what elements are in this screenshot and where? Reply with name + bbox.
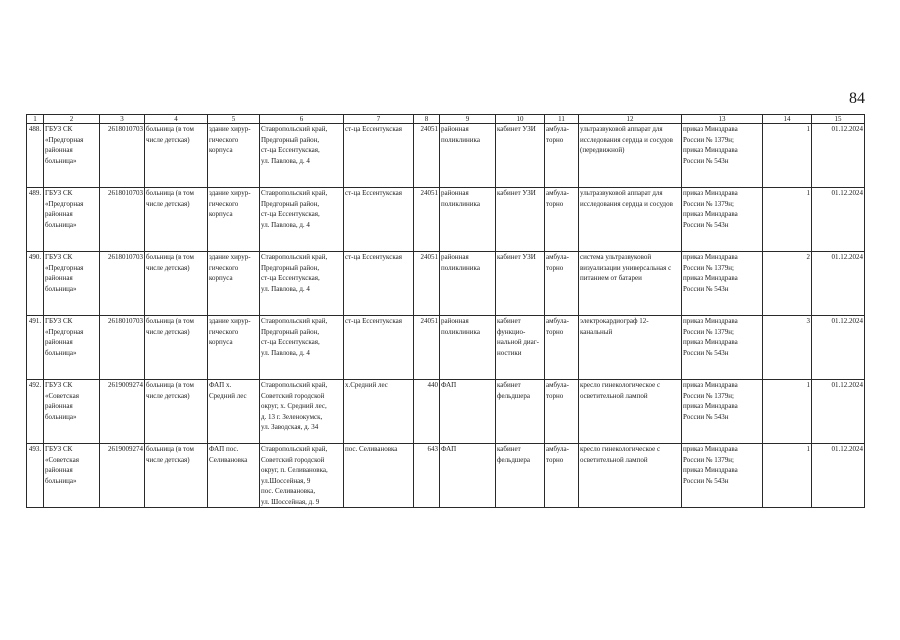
- cell-line: больница»: [45, 284, 77, 293]
- table-row: [27, 188, 865, 252]
- cell-line: больница (в том: [146, 253, 194, 261]
- cell-line: поликлиника: [441, 327, 480, 336]
- cell-line: амбула-: [546, 253, 569, 261]
- cell-line: здание хирур-: [209, 125, 251, 133]
- cell-line: поликлиника: [441, 263, 480, 272]
- address-cell: [260, 188, 344, 252]
- cell-line: кабинет: [497, 381, 521, 389]
- building-cell: [208, 316, 260, 380]
- cell-line: Предгорный район,: [261, 327, 320, 336]
- unit-cell: [440, 444, 496, 508]
- cell-line: торно: [546, 263, 564, 272]
- cell-line: корпуса: [209, 146, 233, 154]
- care-mode-cell: [545, 252, 579, 316]
- cell-line: ФАП пос.: [209, 445, 239, 453]
- cell-line: амбула-: [546, 381, 569, 389]
- cell-line: ГБУЗ СК: [45, 253, 73, 261]
- organization-cell: [44, 188, 100, 252]
- column-number-cell: 15: [812, 115, 865, 124]
- row-number-cell: 489.: [27, 188, 44, 252]
- column-number-cell: 11: [545, 115, 579, 124]
- room-cell: [496, 188, 545, 252]
- cell-line: округ, п. Селивановка,: [261, 466, 328, 474]
- cell-line: здание хирур-: [209, 317, 251, 325]
- cell-line: фельдшера: [497, 455, 530, 464]
- cell-line: числе детская): [146, 455, 190, 464]
- column-number-cell: 6: [260, 115, 344, 124]
- cell-line: ультразвуковой аппарат для: [580, 189, 663, 197]
- cell-line: районная: [45, 146, 73, 154]
- cell-line: ГБУЗ СК: [45, 445, 73, 453]
- cell-line: кабинет УЗИ: [497, 125, 536, 133]
- care-mode-cell: [545, 188, 579, 252]
- cell-line: торно: [546, 199, 564, 208]
- facility-type-cell: [145, 444, 208, 508]
- cell-line: поликлиника: [441, 135, 480, 144]
- cell-line: ст-ца Ессентукская: [345, 253, 402, 261]
- cell-line: приказ Минздрава: [683, 146, 738, 154]
- date-cell: 01.12.2024: [812, 124, 865, 188]
- cell-line: России № 543н: [683, 156, 729, 165]
- cell-line: районная: [441, 253, 469, 261]
- cell-line: здание хирур-: [209, 253, 251, 261]
- column-number-cell: 12: [579, 115, 682, 124]
- cell-line: ст-ца Ессентукская,: [261, 146, 320, 154]
- equipment-cell: [579, 188, 682, 252]
- building-cell: [208, 444, 260, 508]
- cell-line: кабинет: [497, 317, 521, 325]
- column-number-cell: 10: [496, 115, 545, 124]
- cell-line: Ставропольский край,: [261, 445, 328, 453]
- unit-cell: [440, 380, 496, 444]
- cell-line: ГБУЗ СК: [45, 189, 73, 197]
- cell-line: Средний лес: [209, 391, 247, 400]
- population-cell: 24051: [414, 124, 440, 188]
- cell-line: приказ Минздрава: [683, 338, 738, 346]
- cell-line: ГБУЗ СК: [45, 381, 73, 389]
- cell-line: Предгорный район,: [261, 199, 320, 208]
- row-number-cell: 493.: [27, 444, 44, 508]
- cell-line: приказ Минздрава: [683, 445, 738, 453]
- cell-line: амбула-: [546, 125, 569, 133]
- organization-cell: [44, 380, 100, 444]
- cell-line: больница»: [45, 156, 77, 165]
- cell-line: России № 1379н;: [683, 199, 734, 208]
- organization-cell: [44, 124, 100, 188]
- cell-line: Ставропольский край,: [261, 253, 328, 261]
- building-cell: [208, 252, 260, 316]
- cell-line: Предгорный район,: [261, 135, 320, 144]
- cell-line: амбула-: [546, 189, 569, 197]
- table-row: [27, 444, 865, 508]
- cell-line: больница (в том: [146, 189, 194, 197]
- cell-line: кресло гинекологическое с: [580, 445, 661, 453]
- cell-line: больница»: [45, 412, 77, 421]
- cell-line: поликлиника: [441, 199, 480, 208]
- cell-line: приказ Минздрава: [683, 317, 738, 325]
- code-cell: 2618010703: [100, 124, 145, 188]
- cell-line: России № 1379н;: [683, 263, 734, 272]
- facility-type-cell: [145, 316, 208, 380]
- equipment-cell: [579, 316, 682, 380]
- cell-line: х.Средний лес: [345, 381, 388, 389]
- cell-line: корпуса: [209, 210, 233, 218]
- organization-cell: [44, 316, 100, 380]
- cell-line: районная: [45, 402, 73, 410]
- quantity-cell: 1: [763, 380, 812, 444]
- cell-line: кабинет УЗИ: [497, 189, 536, 197]
- cell-line: больница (в том: [146, 381, 194, 389]
- column-number-cell: 3: [100, 115, 145, 124]
- equipment-cell: [579, 124, 682, 188]
- column-number-cell: 4: [145, 115, 208, 124]
- table-row: [27, 124, 865, 188]
- order-cell: [682, 444, 763, 508]
- cell-line: районная: [45, 274, 73, 282]
- cell-line: Советский городской: [261, 391, 325, 400]
- room-cell: [496, 444, 545, 508]
- cell-line: ст-ца Ессентукская,: [261, 210, 320, 218]
- cell-line: ул. Павлова, д. 4: [261, 220, 310, 229]
- cell-line: «Предгорная: [45, 327, 84, 336]
- locality-cell: [344, 188, 414, 252]
- cell-line: Ставропольский край,: [261, 317, 328, 325]
- cell-line: приказ Минздрава: [683, 210, 738, 218]
- cell-line: районная: [45, 338, 73, 346]
- cell-line: гического: [209, 327, 239, 336]
- building-cell: [208, 188, 260, 252]
- cell-line: «Предгорная: [45, 263, 84, 272]
- population-cell: 24051: [414, 188, 440, 252]
- cell-line: ностики: [497, 348, 522, 357]
- cell-line: больница (в том: [146, 445, 194, 453]
- quantity-cell: 1: [763, 188, 812, 252]
- cell-line: ст-ца Ессентукская: [345, 189, 402, 197]
- cell-line: числе детская): [146, 199, 190, 208]
- cell-line: Ставропольский край,: [261, 189, 328, 197]
- cell-line: корпуса: [209, 274, 233, 282]
- cell-line: торно: [546, 135, 564, 144]
- cell-line: корпуса: [209, 338, 233, 346]
- quantity-cell: 1: [763, 444, 812, 508]
- cell-line: кабинет УЗИ: [497, 253, 536, 261]
- cell-line: фельдшера: [497, 391, 530, 400]
- cell-line: больница (в том: [146, 125, 194, 133]
- cell-line: канальный: [580, 327, 613, 336]
- care-mode-cell: [545, 444, 579, 508]
- cell-line: приказ Минздрава: [683, 253, 738, 261]
- cell-line: ГБУЗ СК: [45, 317, 73, 325]
- order-cell: [682, 380, 763, 444]
- cell-line: приказ Минздрава: [683, 381, 738, 389]
- cell-line: числе детская): [146, 391, 190, 400]
- cell-line: нальной диаг-: [497, 338, 539, 346]
- equipment-cell: [579, 252, 682, 316]
- facility-type-cell: [145, 380, 208, 444]
- cell-line: «Советская: [45, 391, 79, 400]
- cell-line: ст-ца Ессентукская,: [261, 274, 320, 282]
- cell-line: система ультразвуковой: [580, 253, 652, 261]
- cell-line: пос. Селивановка: [345, 445, 398, 453]
- cell-line: амбула-: [546, 445, 569, 453]
- building-cell: [208, 380, 260, 444]
- unit-cell: [440, 124, 496, 188]
- equipment-register-table: [26, 114, 865, 508]
- cell-line: «Предгорная: [45, 135, 84, 144]
- quantity-cell: 3: [763, 316, 812, 380]
- equipment-cell: [579, 380, 682, 444]
- cell-line: «Предгорная: [45, 199, 84, 208]
- order-cell: [682, 124, 763, 188]
- cell-line: питанием от батареи: [580, 274, 642, 282]
- order-cell: [682, 316, 763, 380]
- code-cell: 2619009274: [100, 380, 145, 444]
- cell-line: кабинет: [497, 445, 521, 453]
- locality-cell: [344, 316, 414, 380]
- table-row: [27, 252, 865, 316]
- cell-line: России № 543н: [683, 284, 729, 293]
- cell-line: Селивановка: [209, 455, 248, 464]
- cell-line: осветительной лампой: [580, 455, 648, 464]
- cell-line: районная: [441, 189, 469, 197]
- cell-line: числе детская): [146, 263, 190, 272]
- care-mode-cell: [545, 124, 579, 188]
- room-cell: [496, 252, 545, 316]
- row-number-cell: 488.: [27, 124, 44, 188]
- cell-line: России № 1379н;: [683, 455, 734, 464]
- cell-line: ультразвуковой аппарат для: [580, 125, 663, 133]
- cell-line: ул. Шоссейная, д. 9: [261, 497, 320, 506]
- cell-line: торно: [546, 327, 564, 336]
- date-cell: 01.12.2024: [812, 444, 865, 508]
- column-number-cell: 9: [440, 115, 496, 124]
- row-number-cell: 490.: [27, 252, 44, 316]
- cell-line: кресло гинекологическое с: [580, 381, 661, 389]
- cell-line: Ставропольский край,: [261, 125, 328, 133]
- cell-line: районная: [441, 125, 469, 133]
- cell-line: ул. Павлова, д. 4: [261, 156, 310, 165]
- cell-line: Советский городской: [261, 455, 325, 464]
- date-cell: 01.12.2024: [812, 316, 865, 380]
- date-cell: 01.12.2024: [812, 188, 865, 252]
- column-number-row: [27, 115, 865, 124]
- address-cell: [260, 252, 344, 316]
- column-number-cell: 13: [682, 115, 763, 124]
- cell-line: больница»: [45, 348, 77, 357]
- care-mode-cell: [545, 316, 579, 380]
- cell-line: визуализации универсальная с: [580, 263, 672, 272]
- cell-line: осветительной лампой: [580, 391, 648, 400]
- cell-line: числе детская): [146, 327, 190, 336]
- cell-line: приказ Минздрава: [683, 125, 738, 133]
- facility-type-cell: [145, 252, 208, 316]
- cell-line: округ, х. Средний лес,: [261, 402, 327, 410]
- cell-line: приказ Минздрава: [683, 402, 738, 410]
- cell-line: приказ Минздрава: [683, 189, 738, 197]
- organization-cell: [44, 444, 100, 508]
- cell-line: России № 543н: [683, 220, 729, 229]
- address-cell: [260, 316, 344, 380]
- cell-line: амбула-: [546, 317, 569, 325]
- cell-line: больница»: [45, 220, 77, 229]
- cell-line: районная: [441, 317, 469, 325]
- order-cell: [682, 252, 763, 316]
- cell-line: д. 13 г. Зеленокумск,: [261, 412, 323, 421]
- cell-line: ст-ца Ессентукская,: [261, 338, 320, 346]
- cell-line: здание хирур-: [209, 189, 251, 197]
- quantity-cell: 2: [763, 252, 812, 316]
- locality-cell: [344, 124, 414, 188]
- cell-line: России № 1379н;: [683, 391, 734, 400]
- cell-line: функцио-: [497, 327, 526, 336]
- date-cell: 01.12.2024: [812, 252, 865, 316]
- column-number-cell: 14: [763, 115, 812, 124]
- address-cell: [260, 124, 344, 188]
- cell-line: приказ Минздрава: [683, 466, 738, 474]
- cell-line: исследования сердца и сосудов: [580, 199, 673, 208]
- cell-line: гического: [209, 135, 239, 144]
- column-number-cell: 1: [27, 115, 44, 124]
- locality-cell: [344, 252, 414, 316]
- cell-line: больница»: [45, 476, 77, 485]
- care-mode-cell: [545, 380, 579, 444]
- cell-line: исследования сердца и сосудов: [580, 135, 673, 144]
- cell-line: числе детская): [146, 135, 190, 144]
- cell-line: ул. Павлова, д. 4: [261, 348, 310, 357]
- population-cell: 24051: [414, 252, 440, 316]
- room-cell: [496, 380, 545, 444]
- building-cell: [208, 124, 260, 188]
- cell-line: районная: [45, 210, 73, 218]
- table-row: [27, 380, 865, 444]
- locality-cell: [344, 444, 414, 508]
- cell-line: «Советская: [45, 455, 79, 464]
- code-cell: 2618010703: [100, 252, 145, 316]
- population-cell: 24051: [414, 316, 440, 380]
- room-cell: [496, 124, 545, 188]
- quantity-cell: 1: [763, 124, 812, 188]
- cell-line: торно: [546, 455, 564, 464]
- equipment-cell: [579, 444, 682, 508]
- cell-line: гического: [209, 263, 239, 272]
- cell-line: районная: [45, 466, 73, 474]
- unit-cell: [440, 316, 496, 380]
- room-cell: [496, 316, 545, 380]
- column-number-cell: 8: [414, 115, 440, 124]
- cell-line: ст-ца Ессентукская: [345, 317, 402, 325]
- facility-type-cell: [145, 124, 208, 188]
- code-cell: 2618010703: [100, 188, 145, 252]
- cell-line: России № 1379н;: [683, 327, 734, 336]
- cell-line: России № 1379н;: [683, 135, 734, 144]
- date-cell: 01.12.2024: [812, 380, 865, 444]
- unit-cell: [440, 252, 496, 316]
- row-number-cell: 491.: [27, 316, 44, 380]
- cell-line: ул. Заводская, д. 34: [261, 423, 319, 431]
- cell-line: ст-ца Ессентукская: [345, 125, 402, 133]
- unit-cell: [440, 188, 496, 252]
- cell-line: пос. Селивановка,: [261, 487, 316, 495]
- code-cell: 2618010703: [100, 316, 145, 380]
- column-number-cell: 7: [344, 115, 414, 124]
- code-cell: 2619009274: [100, 444, 145, 508]
- cell-line: России № 543н: [683, 476, 729, 485]
- cell-line: (передвижной): [580, 146, 625, 154]
- cell-line: ФАП х.: [209, 381, 232, 389]
- population-cell: 440: [414, 380, 440, 444]
- cell-line: гического: [209, 199, 239, 208]
- order-cell: [682, 188, 763, 252]
- cell-line: Предгорный район,: [261, 263, 320, 272]
- cell-line: приказ Минздрава: [683, 274, 738, 282]
- cell-line: России № 543н: [683, 348, 729, 357]
- table-row: [27, 316, 865, 380]
- cell-line: Ставропольский край,: [261, 381, 328, 389]
- cell-line: России № 543н: [683, 412, 729, 421]
- cell-line: ФАП: [441, 381, 457, 389]
- cell-line: электрокардиограф 12-: [580, 317, 649, 325]
- page-number: 84: [849, 90, 865, 107]
- cell-line: ФАП: [441, 445, 457, 453]
- column-number-cell: 2: [44, 115, 100, 124]
- address-cell: [260, 380, 344, 444]
- cell-line: ГБУЗ СК: [45, 125, 73, 133]
- locality-cell: [344, 380, 414, 444]
- organization-cell: [44, 252, 100, 316]
- column-number-cell: 5: [208, 115, 260, 124]
- population-cell: 643: [414, 444, 440, 508]
- row-number-cell: 492.: [27, 380, 44, 444]
- cell-line: торно: [546, 391, 564, 400]
- cell-line: ул. Павлова, д. 4: [261, 284, 310, 293]
- facility-type-cell: [145, 188, 208, 252]
- cell-line: больница (в том: [146, 317, 194, 325]
- address-cell: [260, 444, 344, 508]
- cell-line: ул.Шоссейная, 9: [261, 476, 311, 485]
